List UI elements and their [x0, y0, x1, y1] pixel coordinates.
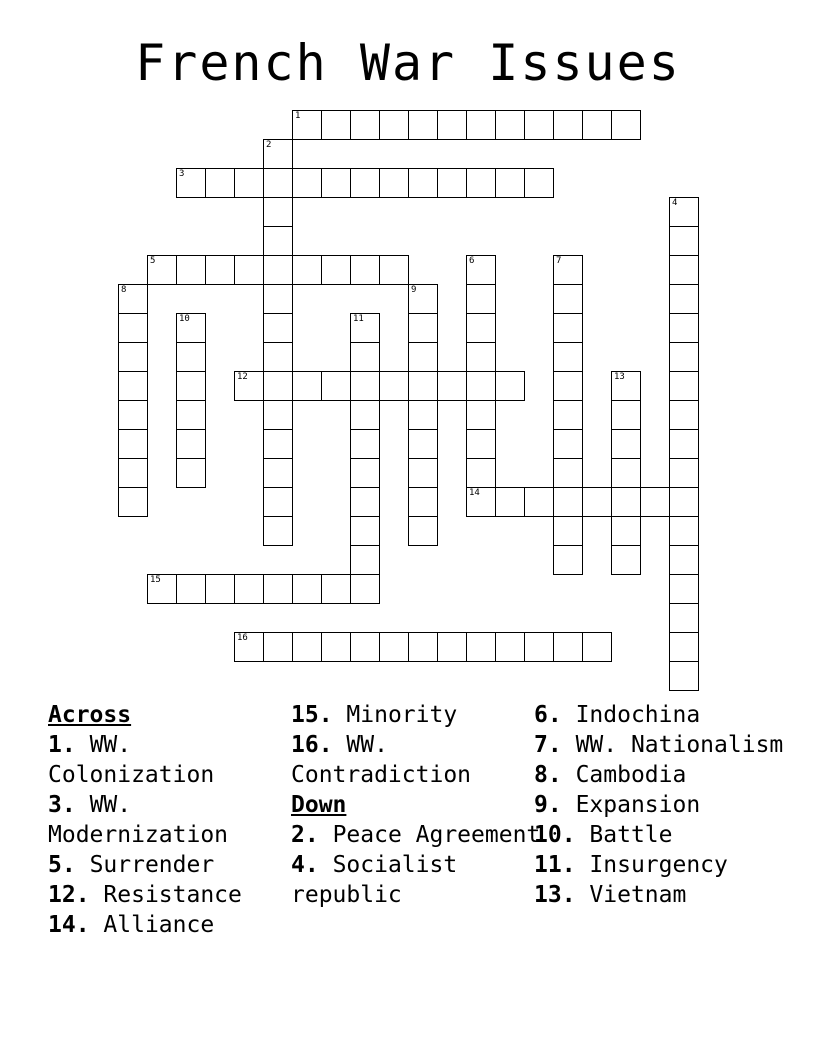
grid-cell[interactable]: [524, 487, 554, 517]
grid-cell[interactable]: [118, 400, 148, 430]
grid-cell[interactable]: [263, 516, 293, 546]
puzzle-title: French War Issues: [135, 34, 681, 92]
clue-item: [534, 850, 784, 880]
grid-cell[interactable]: [582, 632, 612, 662]
grid-cell[interactable]: [205, 255, 235, 285]
clue-item-text: Socialist republic: [291, 852, 458, 908]
grid-cell[interactable]: [466, 255, 496, 285]
grid-cell[interactable]: [524, 168, 554, 198]
grid-cell[interactable]: [669, 458, 699, 488]
grid-cell[interactable]: [669, 400, 699, 430]
grid-cell[interactable]: [466, 342, 496, 372]
grid-cell[interactable]: [147, 255, 177, 285]
grid-cell[interactable]: [350, 110, 380, 140]
clue-number: 9: [411, 285, 417, 295]
grid-cell[interactable]: [118, 284, 148, 314]
grid-cell[interactable]: [176, 255, 206, 285]
grid-cell[interactable]: [553, 458, 583, 488]
clue-item: [534, 730, 784, 760]
grid-cell[interactable]: [408, 632, 438, 662]
grid-cell[interactable]: [669, 632, 699, 662]
grid-cell[interactable]: [553, 632, 583, 662]
grid-cell[interactable]: [437, 371, 467, 401]
grid-cell[interactable]: [263, 574, 293, 604]
clue-item-text: Insurgency: [589, 852, 728, 878]
grid-cell[interactable]: [176, 313, 206, 343]
grid-cell[interactable]: [466, 110, 496, 140]
clue-number: 14: [469, 488, 480, 498]
clue-number: 13: [614, 372, 625, 382]
clue-item-number: 2.: [291, 822, 319, 848]
grid-cell[interactable]: [582, 487, 612, 517]
grid-cell[interactable]: [205, 574, 235, 604]
clue-item-text: Cambodia: [575, 762, 687, 788]
grid-cell[interactable]: [611, 110, 641, 140]
grid-cell[interactable]: [669, 516, 699, 546]
grid-cell[interactable]: [466, 458, 496, 488]
grid-cell[interactable]: [611, 487, 641, 517]
grid-cell[interactable]: [350, 632, 380, 662]
clue-number: 11: [353, 314, 364, 324]
grid-cell[interactable]: [669, 487, 699, 517]
clue-item: [534, 790, 784, 820]
clue-item-text: Expansion: [575, 792, 701, 818]
grid-cell[interactable]: [669, 284, 699, 314]
clue-item-number: 8.: [534, 762, 562, 788]
grid-cell[interactable]: [669, 197, 699, 227]
grid-cell[interactable]: [321, 168, 351, 198]
grid-cell[interactable]: [292, 168, 322, 198]
grid-cell[interactable]: [292, 371, 322, 401]
clue-item: [291, 730, 541, 790]
clue-number: 4: [672, 198, 678, 208]
grid-cell[interactable]: [118, 313, 148, 343]
grid-cell[interactable]: [205, 168, 235, 198]
clue-item-text: Battle: [589, 822, 673, 848]
clue-item-text: Vietnam: [589, 882, 687, 908]
clue-item-number: 15.: [291, 702, 333, 728]
grid-cell[interactable]: [553, 110, 583, 140]
grid-cell[interactable]: [176, 400, 206, 430]
grid-cell[interactable]: [292, 255, 322, 285]
clue-item: [291, 820, 541, 850]
grid-cell[interactable]: [408, 429, 438, 459]
clue-item: [291, 850, 541, 910]
clue-number: 1: [295, 111, 301, 121]
clue-number: 8: [121, 285, 127, 295]
clue-item-number: 5.: [48, 852, 76, 878]
clue-item: [48, 730, 298, 790]
grid-cell[interactable]: [350, 429, 380, 459]
clue-number: 16: [237, 633, 248, 643]
grid-cell[interactable]: [350, 516, 380, 546]
clue-item: [48, 790, 298, 850]
clue-item-number: 3.: [48, 792, 76, 818]
grid-cell[interactable]: [234, 371, 264, 401]
grid-cell[interactable]: [147, 574, 177, 604]
grid-cell[interactable]: [669, 574, 699, 604]
grid-cell[interactable]: [640, 487, 670, 517]
clue-item-number: 11.: [534, 852, 576, 878]
grid-cell[interactable]: [466, 487, 496, 517]
grid-cell[interactable]: [263, 255, 293, 285]
grid-cell[interactable]: [176, 429, 206, 459]
clue-column-2: [291, 700, 541, 910]
grid-cell[interactable]: [437, 110, 467, 140]
grid-cell[interactable]: [495, 110, 525, 140]
grid-cell[interactable]: [350, 371, 380, 401]
clue-number: 2: [266, 140, 272, 150]
grid-cell[interactable]: [263, 139, 293, 169]
grid-cell[interactable]: [582, 110, 612, 140]
clue-item-number: 13.: [534, 882, 576, 908]
grid-cell[interactable]: [118, 342, 148, 372]
grid-cell[interactable]: [669, 429, 699, 459]
grid-cell[interactable]: [437, 632, 467, 662]
clue-item-text: Peace Agreement: [332, 822, 541, 848]
clue-item-number: 9.: [534, 792, 562, 818]
grid-cell[interactable]: [379, 168, 409, 198]
clue-item: [534, 820, 784, 850]
grid-cell[interactable]: [263, 429, 293, 459]
grid-cell[interactable]: [495, 371, 525, 401]
grid-cell[interactable]: [553, 487, 583, 517]
clue-item: [291, 700, 541, 730]
clue-item-text: Minority: [346, 702, 458, 728]
down-heading: Down: [291, 792, 347, 818]
clue-number: 7: [556, 256, 562, 266]
grid-cell[interactable]: [553, 545, 583, 575]
grid-cell[interactable]: [495, 168, 525, 198]
grid-cell[interactable]: [263, 371, 293, 401]
grid-cell[interactable]: [669, 255, 699, 285]
grid-cell[interactable]: [553, 255, 583, 285]
clue-item-text: Alliance: [103, 912, 215, 938]
grid-cell[interactable]: [234, 632, 264, 662]
clue-item-number: 12.: [48, 882, 90, 908]
grid-cell[interactable]: [263, 342, 293, 372]
grid-cell[interactable]: [553, 313, 583, 343]
clue-item-number: 6.: [534, 702, 562, 728]
grid-cell[interactable]: [669, 342, 699, 372]
grid-cell[interactable]: [408, 342, 438, 372]
clue-item-text: Indochina: [575, 702, 701, 728]
grid-cell[interactable]: [263, 197, 293, 227]
grid-cell[interactable]: [263, 168, 293, 198]
clue-item: [534, 700, 784, 730]
clue-item-text: WW. Colonization: [48, 732, 215, 788]
clue-number: 6: [469, 256, 475, 266]
clue-item-number: 7.: [534, 732, 562, 758]
grid-cell[interactable]: [234, 574, 264, 604]
grid-cell[interactable]: [350, 168, 380, 198]
grid-cell[interactable]: [553, 284, 583, 314]
grid-cell[interactable]: [669, 545, 699, 575]
grid-cell[interactable]: [263, 400, 293, 430]
clue-item: [48, 880, 298, 910]
grid-cell[interactable]: [176, 574, 206, 604]
grid-cell[interactable]: [321, 632, 351, 662]
grid-cell[interactable]: [379, 371, 409, 401]
grid-cell[interactable]: [292, 110, 322, 140]
grid-cell[interactable]: [611, 371, 641, 401]
grid-cell[interactable]: [321, 371, 351, 401]
grid-cell[interactable]: [118, 371, 148, 401]
grid-cell[interactable]: [321, 110, 351, 140]
grid-cell[interactable]: [350, 487, 380, 517]
grid-cell[interactable]: [466, 371, 496, 401]
clue-number: 10: [179, 314, 190, 324]
grid-cell[interactable]: [379, 110, 409, 140]
grid-cell[interactable]: [524, 632, 554, 662]
grid-cell[interactable]: [495, 632, 525, 662]
grid-cell[interactable]: [408, 487, 438, 517]
grid-cell[interactable]: [292, 574, 322, 604]
clue-item: [48, 910, 298, 940]
grid-cell[interactable]: [408, 313, 438, 343]
clue-number: 3: [179, 169, 185, 179]
grid-cell[interactable]: [466, 284, 496, 314]
grid-cell[interactable]: [466, 632, 496, 662]
grid-cell[interactable]: [118, 429, 148, 459]
across-heading: Across: [48, 702, 132, 728]
grid-cell[interactable]: [669, 371, 699, 401]
grid-cell[interactable]: [263, 226, 293, 256]
clue-item: [48, 850, 298, 880]
grid-cell[interactable]: [408, 400, 438, 430]
grid-cell[interactable]: [176, 458, 206, 488]
clue-number: 12: [237, 372, 248, 382]
clue-item-text: Surrender: [89, 852, 215, 878]
grid-cell[interactable]: [466, 168, 496, 198]
grid-cell[interactable]: [321, 574, 351, 604]
clue-item-number: 16.: [291, 732, 333, 758]
grid-cell[interactable]: [263, 313, 293, 343]
grid-cell[interactable]: [408, 516, 438, 546]
clue-item-text: WW. Contradiction: [291, 732, 472, 788]
grid-cell[interactable]: [669, 226, 699, 256]
grid-cell[interactable]: [234, 255, 264, 285]
clue-item-number: 1.: [48, 732, 76, 758]
grid-cell[interactable]: [263, 458, 293, 488]
grid-cell[interactable]: [350, 313, 380, 343]
grid-cell[interactable]: [553, 371, 583, 401]
grid-cell[interactable]: [611, 516, 641, 546]
grid-cell[interactable]: [350, 545, 380, 575]
grid-cell[interactable]: [611, 400, 641, 430]
grid-cell[interactable]: [176, 168, 206, 198]
grid-cell[interactable]: [611, 429, 641, 459]
clue-item-text: WW. Nationalism: [575, 732, 784, 758]
grid-cell[interactable]: [524, 110, 554, 140]
grid-cell[interactable]: [408, 371, 438, 401]
grid-cell[interactable]: [466, 400, 496, 430]
grid-cell[interactable]: [553, 429, 583, 459]
clue-item-number: 4.: [291, 852, 319, 878]
grid-cell[interactable]: [379, 632, 409, 662]
grid-cell[interactable]: [263, 284, 293, 314]
grid-cell[interactable]: [611, 545, 641, 575]
grid-cell[interactable]: [553, 400, 583, 430]
grid-cell[interactable]: [350, 574, 380, 604]
clue-item-number: 10.: [534, 822, 576, 848]
grid-cell[interactable]: [350, 342, 380, 372]
clue-item: [534, 880, 784, 910]
clue-column-3: [534, 700, 784, 910]
grid-cell[interactable]: [466, 313, 496, 343]
grid-cell[interactable]: [437, 168, 467, 198]
grid-cell[interactable]: [553, 516, 583, 546]
grid-cell[interactable]: [350, 458, 380, 488]
grid-cell[interactable]: [118, 487, 148, 517]
grid-cell[interactable]: [408, 110, 438, 140]
grid-cell[interactable]: [350, 255, 380, 285]
grid-cell[interactable]: [495, 487, 525, 517]
grid-cell[interactable]: [176, 371, 206, 401]
clue-item-text: WW. Modernization: [48, 792, 229, 848]
grid-cell[interactable]: [408, 284, 438, 314]
grid-cell[interactable]: [669, 313, 699, 343]
grid-cell[interactable]: [350, 400, 380, 430]
clue-number: 5: [150, 256, 156, 266]
grid-cell[interactable]: [263, 632, 293, 662]
grid-cell[interactable]: [379, 255, 409, 285]
clue-item-text: Resistance: [103, 882, 242, 908]
grid-cell[interactable]: [611, 458, 641, 488]
grid-cell[interactable]: [292, 632, 322, 662]
clue-column-1: [48, 700, 298, 940]
grid-cell[interactable]: [408, 458, 438, 488]
grid-cell[interactable]: [553, 342, 583, 372]
grid-cell[interactable]: [176, 342, 206, 372]
grid-cell[interactable]: [669, 661, 699, 691]
clue-item: [534, 760, 784, 790]
grid-cell[interactable]: [321, 255, 351, 285]
grid-cell[interactable]: [408, 168, 438, 198]
grid-cell[interactable]: [263, 487, 293, 517]
clue-item-number: 14.: [48, 912, 90, 938]
grid-cell[interactable]: [669, 603, 699, 633]
grid-cell[interactable]: [118, 458, 148, 488]
grid-cell[interactable]: [466, 429, 496, 459]
clue-number: 15: [150, 575, 161, 585]
grid-cell[interactable]: [234, 168, 264, 198]
